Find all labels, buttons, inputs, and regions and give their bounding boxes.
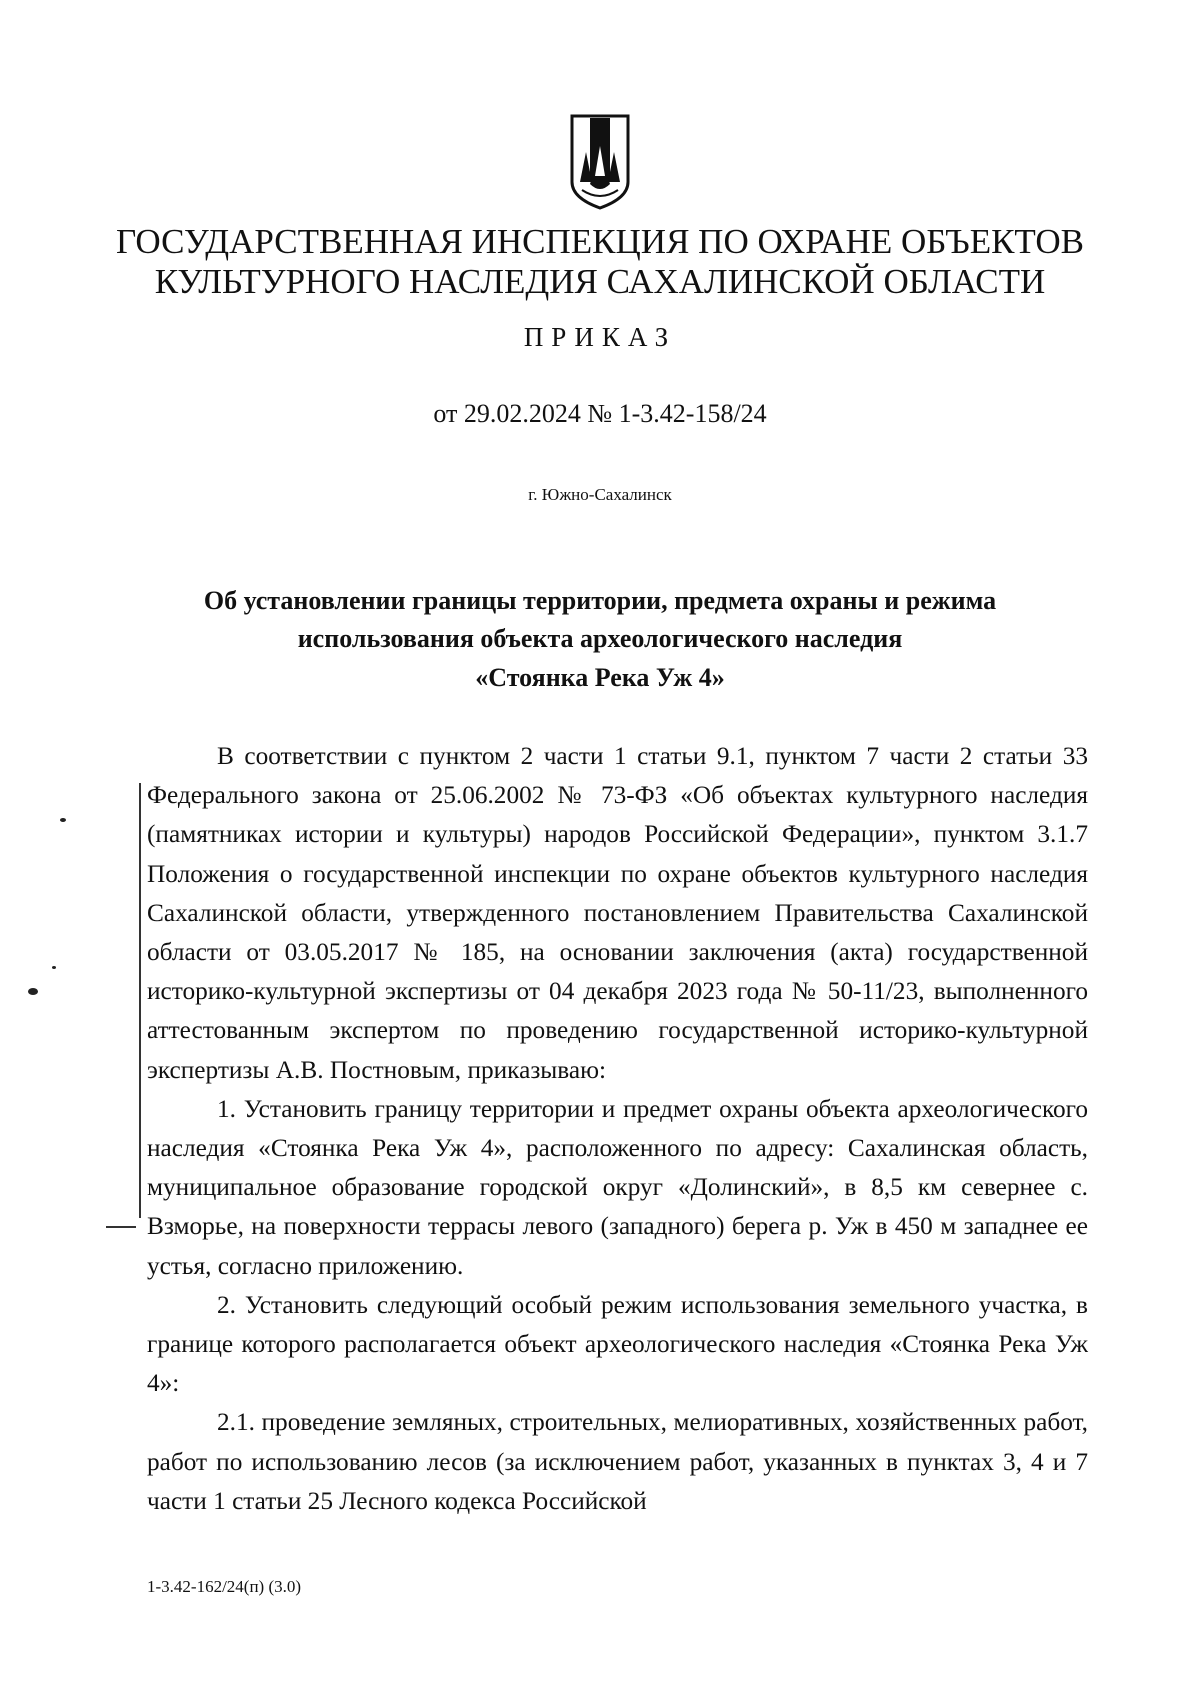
order-city: г. Южно-Сахалинск	[528, 485, 672, 504]
margin-mark-tick	[106, 1226, 136, 1228]
order-title: ПРИКАЗ	[523, 322, 677, 352]
agency-name-line1: ГОСУДАРСТВЕННАЯ ИНСПЕКЦИЯ ПО ОХРАНЕ ОБЪЕКТОВ	[116, 222, 1084, 261]
sakhalin-coat-of-arms-icon	[568, 112, 632, 212]
order-subject-line3: «Стоянка Река Уж 4»	[475, 663, 725, 692]
scan-speck	[60, 818, 66, 822]
order-subject-line2: использования объекта археологического наследия	[297, 624, 903, 653]
order-number: от 29.02.2024 № 1-3.42-158/24	[433, 399, 767, 428]
order-subject-line1: Об установлении границы территории, предмета охраны и режима	[203, 586, 997, 615]
body-paragraph-preamble: В соответствии с пунктом 2 части 1 статьи 9.1, пунктом 7 части 2 статьи 33 Федерального закона от 25.06.2002 № 73-ФЗ «Об объектах культурного наследия (памятниках истории и культуры) народов Российской Федерации», пунктом 3.1.7 Положения о государственной инспекции по охране объектов культурного наследия Сахалинской области, утвержденного постановлением Правительства Сахалинской области от 03.05.2017 № 185, на основании заключения (акта) государственной историко-культурной экспертизы от 04 декабря 2023 года № 50-11/23, выполненного аттестованным экспертом по проведению государственной историко-культурной экспертизы А.В. Постновым, приказываю:	[147, 742, 1088, 1084]
margin-mark-line	[139, 783, 141, 1218]
scan-speck	[52, 966, 56, 969]
order-body	[147, 737, 1088, 1521]
body-paragraph-item-2: 2. Установить следующий особый режим использования земельного участка, в границе которого располагается объект археологического наследия «Стоянка Река Уж 4»:	[147, 1290, 1088, 1398]
body-paragraph-item-2-1: 2.1. проведение земляных, строительных, мелиоративных, хозяйственных работ, работ по использованию лесов (за исключением работ, указанных в пунктах 3, 4 и 7 части 1 статьи 25 Лесного кодекса Российской	[147, 1408, 1088, 1515]
body-paragraph-item-1: 1. Установить границу территории и предмет охраны объекта археологического наследия «Стоянка Река Уж 4», расположенного по адресу: Сахалинская область, муниципальное образование городской округ «Долинский», в 8,5 км севернее с. Взморье, на поверхности террасы левого (западного) берега р. Уж в 450 м западнее ее устья, согласно приложению.	[147, 1094, 1088, 1280]
scan-speck	[28, 988, 38, 995]
agency-name-line2: КУЛЬТУРНОГО НАСЛЕДИЯ САХАЛИНСКОЙ ОБЛАСТИ	[154, 262, 1046, 301]
footer-doc-code: 1-3.42-162/24(п) (3.0)	[147, 1577, 302, 1596]
